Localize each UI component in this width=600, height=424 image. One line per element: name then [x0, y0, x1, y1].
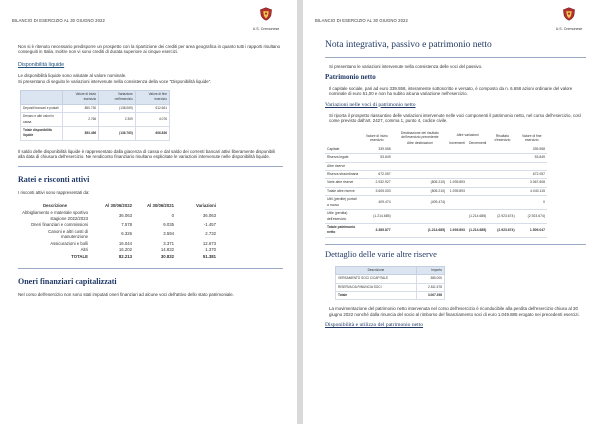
divider — [18, 166, 283, 167]
cell — [488, 179, 516, 187]
cell — [467, 154, 488, 162]
equity-heading: Patrimonio netto — [325, 73, 376, 82]
group-header: Altre variazioni — [456, 132, 479, 137]
capitalized-text: Nel corso dell'esercizio non sono stati imputati oneri finanziari ad alcune voci dell'attivo dello stato patrimoniale. — [18, 291, 234, 297]
cell: 16.044 — [118, 240, 132, 246]
equity-text: Il capitale sociale, pari ad euro 339.558, interamente sottoscritto e versato, è composto da n. 6.658 azioni ordinarie del valore nominale di euro 51,00 e non ha subito alcuna variazione nell'esercizio. — [329, 85, 573, 97]
col-header: Valore di inizio esercizio — [365, 133, 388, 142]
cell — [488, 171, 516, 179]
cell — [467, 146, 488, 154]
cell: 53.849 — [517, 154, 547, 162]
table-row — [336, 291, 445, 299]
cell: (2.923.674) — [488, 210, 516, 224]
cell — [447, 210, 467, 224]
cell: (1.214.685) — [467, 210, 488, 224]
capitalized-heading: Oneri finanziari capitalizzati — [18, 276, 117, 286]
cell — [467, 171, 488, 179]
cell — [393, 154, 447, 162]
divider — [18, 268, 283, 269]
cell: 4.040.115 — [517, 187, 547, 195]
cell — [488, 146, 516, 154]
cell: Totale — [336, 291, 417, 299]
equity-table — [325, 130, 547, 238]
table-row — [21, 113, 170, 127]
cell: 0 — [517, 196, 547, 210]
cell: Canoni e altri costi di manutenzione — [48, 228, 88, 240]
cell: 36.063 — [202, 212, 216, 218]
cell — [467, 162, 488, 170]
table-row — [18, 210, 218, 222]
table-row — [325, 196, 547, 210]
club-logo — [552, 7, 586, 31]
cell: 1.939.893 — [447, 179, 467, 187]
cell — [488, 162, 516, 170]
accruals-table — [18, 201, 218, 260]
cell: Totale altre riserve — [325, 187, 361, 195]
table-row — [325, 146, 547, 154]
cell: (136.760) — [99, 127, 136, 141]
table-header-row — [336, 266, 445, 274]
table-row — [325, 187, 547, 195]
left-page — [0, 0, 297, 424]
cell: 3.605.003 — [361, 187, 393, 195]
table-row — [21, 127, 170, 141]
cell: 850.730 — [63, 104, 99, 112]
cell: 2.766 — [63, 113, 99, 127]
cell: 4.076 — [135, 113, 169, 127]
cell: Altri — [80, 247, 88, 253]
divider — [325, 244, 586, 245]
cell: 672.057 — [517, 171, 547, 179]
table-row — [325, 210, 547, 224]
other-reserves-heading: Dettaglio delle varie altre riserve — [325, 248, 437, 259]
col-header: Decrementi — [468, 140, 487, 145]
cell: (805.210) — [393, 179, 447, 187]
col-header: Al 30/06/2021 — [147, 202, 174, 208]
cell — [467, 187, 488, 195]
col-header: Valore di inizio esercizio — [63, 91, 99, 105]
cell: (138.069) — [99, 104, 136, 112]
club-logo — [249, 7, 283, 31]
cell: TOTALE — [71, 253, 88, 259]
cell: 2.732 — [205, 231, 216, 237]
crest-icon — [259, 7, 273, 21]
page-header-title: BILANCIO DI ESERCIZIO AL 30 GIUGNO 2022 — [315, 18, 408, 23]
cell: 2.932.927 — [361, 179, 393, 187]
cell: (2.923.674) — [517, 210, 547, 224]
cell — [447, 154, 467, 162]
right-page — [303, 0, 600, 424]
bottom-section-link[interactable]: Disponibilità e utilizzo del patrimonio netto — [325, 322, 424, 329]
table-row — [325, 154, 547, 162]
cell: Totale disponibilità liquide — [21, 127, 63, 141]
accruals-heading: Ratei e risconti attivi — [18, 174, 90, 184]
right-content — [325, 40, 586, 334]
cell: 612.661 — [135, 104, 169, 112]
crest-icon — [562, 7, 576, 21]
equity-changes-text: Si riporta il prospetto riassuntivo delle variazioni intervenute nelle voci componenti il patrimonio netto, nel corso dell'esercizio, così come previsto dall'art. 2427, comma 1, punto 4, codice civile. — [329, 113, 581, 124]
cell — [393, 146, 447, 154]
cell: 1.509.047 — [517, 223, 547, 237]
cell: (409.474) — [393, 196, 447, 210]
cell: Capitale — [325, 146, 361, 154]
left-content — [18, 44, 283, 303]
col-header: Altre destinazioni — [406, 140, 433, 145]
cell: Riserva straordinaria — [325, 171, 361, 179]
cell: Totale patrimonio netto — [325, 223, 361, 237]
table-row — [336, 283, 445, 291]
cell: 82.213 — [118, 253, 132, 259]
cell: Abbigliamento e materiale sportivo stagione 2022/2023 — [22, 210, 88, 221]
table-header-row — [18, 201, 218, 209]
table-row — [18, 247, 218, 254]
cell: 2.309 — [99, 113, 136, 127]
table-row — [21, 104, 170, 112]
cell — [467, 179, 488, 187]
cell: 3.067.608 — [517, 179, 547, 187]
cell — [488, 154, 516, 162]
cell: 339.558 — [361, 146, 393, 154]
cell: 385.000 — [416, 275, 444, 283]
table-row — [18, 228, 218, 240]
cell: 3.385.877 — [361, 223, 393, 237]
table-group-header-row — [325, 130, 547, 140]
col-header — [21, 91, 63, 105]
cell: 1.939.893 — [447, 187, 467, 195]
col-header: Al 30/06/2022 — [105, 202, 132, 208]
cell: 14.832 — [160, 247, 174, 253]
cell: Assicurazioni e bolli — [50, 240, 88, 246]
page-header-title: BILANCIO DI ESERCIZIO AL 30 GIUGNO 2022 — [12, 18, 105, 23]
cell: Oneri finanziari e commissioni — [30, 222, 88, 228]
other-reserves-text: La movimentazione del patrimonio netto intervenuta nel corso dell'esercizio è riconducibile alla perdita dell'esercizio chiuso al 30 giugno 2022 nonché dalla rinuncia del socio al rimborso del finanziamento soci di euro 1.049.885 erogato nei precedenti esercizi. — [329, 306, 580, 317]
cell: 1.370 — [205, 247, 216, 253]
cell — [517, 162, 547, 170]
liquidity-note: Il saldo delle disponibilità liquide è rappresentato dalla giacenza di cassa e dal saldo dei correnti bancari attivi liberamente disponibili alla data di chiusura dell'esercizio. Ne rendiconto finanziario risultano esplicitate le variazioni intervenute nelle disponibilità liquide. — [18, 148, 276, 160]
cell: 3.067.398 — [416, 291, 444, 299]
cell: 30.832 — [160, 253, 174, 259]
cell: 9.035 — [163, 222, 174, 228]
col-header — [325, 130, 361, 146]
cell: 606.836 — [135, 127, 169, 141]
liquidity-text: Le disponibilità liquide sono valutate al valore nominale. Si presentano di seguito le variazioni intervenute nella consistenza della voce "Disponibilità liquide". — [18, 73, 212, 84]
cell: Depositi bancari e postali — [21, 104, 63, 112]
cell: 7.578 — [121, 222, 132, 228]
col-header: Incrementi — [449, 140, 465, 145]
cell: 36.063 — [118, 212, 132, 218]
cell: 51.381 — [202, 253, 216, 259]
cell: 0 — [171, 212, 174, 218]
liabilities-intro: Si presentano le variazioni intervenute nella consistenza delle voci del passivo. — [329, 64, 483, 69]
table-row — [325, 171, 547, 179]
table-row — [325, 179, 547, 187]
divider — [325, 57, 586, 58]
cell: 672.057 — [361, 171, 393, 179]
cell — [361, 162, 393, 170]
cell: 6.326 — [121, 231, 132, 237]
cell — [393, 210, 447, 224]
col-header: Variazione nell'esercizio — [99, 91, 136, 105]
cell: Utili (perdite) portati a nuovo — [325, 196, 361, 210]
cell — [447, 146, 467, 154]
cell: 3.371 — [163, 240, 174, 246]
cell: Varie altre riserve — [325, 179, 361, 187]
cell: 2.811.578 — [416, 283, 444, 291]
other-reserves-table — [335, 266, 445, 301]
col-header: Valore di fine esercizio — [135, 91, 169, 105]
table-row — [18, 253, 218, 260]
col-header: Variazioni — [195, 202, 216, 208]
cell: (805.210) — [393, 187, 447, 195]
logo-text: U.S. Cremonese — [555, 26, 583, 31]
col-header: Descrizione — [42, 202, 68, 208]
cell: 3.594 — [163, 231, 174, 237]
cell: VERSAMENTO SOCI C/CAPITALE — [336, 275, 417, 283]
cell: Denaro e altri valori in cassa — [21, 113, 63, 127]
liquidity-heading: Disponibilità liquide — [18, 61, 65, 68]
cell: 339.558 — [517, 146, 547, 154]
cell: -1.457 — [203, 222, 216, 228]
cell: (2.923.674) — [488, 223, 516, 237]
cell — [447, 171, 467, 179]
cell — [447, 196, 467, 210]
col-header: Importo — [416, 266, 444, 274]
table-row — [18, 222, 218, 229]
cell: 53.849 — [361, 154, 393, 162]
cell — [393, 171, 447, 179]
cell: Altre riserve — [325, 162, 361, 170]
col-header: Valore di fine esercizio — [522, 133, 542, 142]
cell: 12.673 — [202, 240, 216, 246]
table-row — [336, 275, 445, 283]
logo-text: U.S. Cremonese — [252, 26, 280, 31]
col-header: Descrizione — [336, 266, 417, 274]
group-header: Destinazione del risultato dell'esercizio precedente — [400, 130, 439, 139]
table-header-row — [21, 91, 170, 105]
cell: 409.474 — [361, 196, 393, 210]
cell: RISERVA DA RINUNCIA SOCI — [336, 283, 417, 291]
table-row — [325, 162, 547, 170]
cell: (1.214.685) — [467, 223, 488, 237]
credits-intro: Non si è ritenuto necessario predisporre un prospetto con la ripartizione dei crediti per area geografica in quanto tutti i rapporti risultano conseguiti in Italia. Inoltre non vi sono crediti di durata superiore ai cinque esercizi. — [18, 44, 281, 55]
cell: Utile (perdita) dell'esercizio — [325, 210, 361, 224]
cell: 1.939.893 — [447, 223, 467, 237]
cell: 853.496 — [63, 127, 99, 141]
cell — [488, 196, 516, 210]
liquidity-table — [20, 90, 170, 141]
cell: (1.214.685) — [393, 223, 447, 237]
col-header: Risultato d'esercizio — [494, 133, 511, 142]
table-row — [18, 240, 218, 247]
cell — [447, 162, 467, 170]
section-title: Nota integrativa, passivo e patrimonio netto — [325, 40, 492, 50]
cell — [393, 162, 447, 170]
table-row — [325, 223, 547, 237]
cell: Riserva legale — [325, 154, 361, 162]
accruals-intro: I risconti attivi sono rappresentati da: — [18, 189, 90, 195]
cell: (1.214.685) — [361, 210, 393, 224]
cell — [467, 196, 488, 210]
cell: 16.202 — [118, 247, 132, 253]
equity-changes-heading: Variazioni nelle voci di patrimonio netto — [325, 101, 416, 108]
cell — [488, 187, 516, 195]
